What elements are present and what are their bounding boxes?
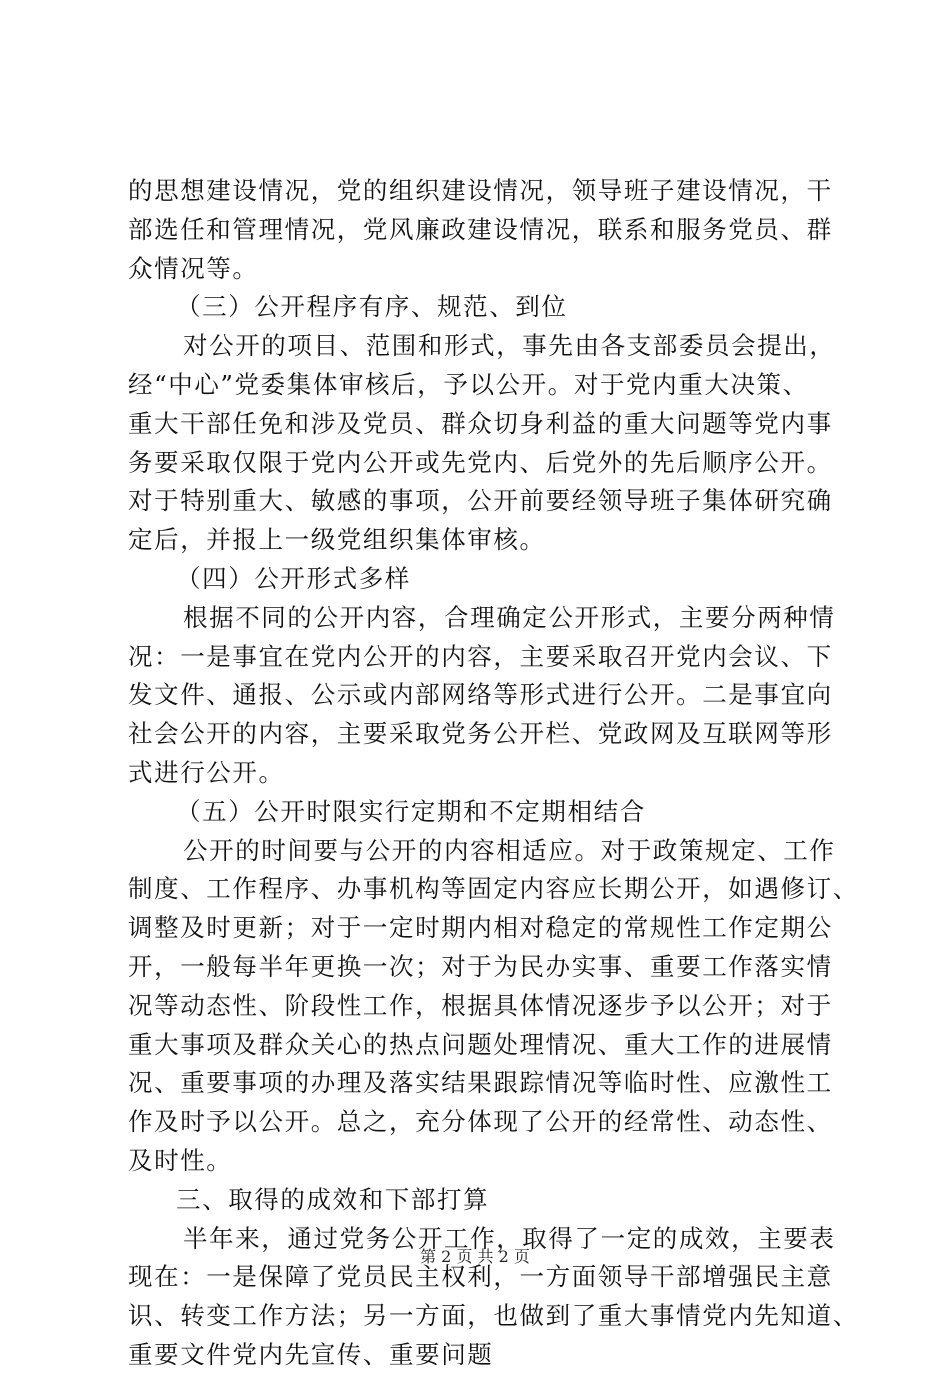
text-line: 定后，并报上一级党组织集体审核。 <box>128 525 546 555</box>
text-line: 式进行公开。 <box>128 757 285 787</box>
text-line: 况、重要事项的办理及落实结果跟踪情况等临时性、应激性工 <box>128 1068 833 1098</box>
text-line: 况：一是事宜在党内公开的内容，主要采取召开党内会议、下 <box>128 641 833 671</box>
text-line: 对公开的项目、范围和形式，事先由各支部委员会提出， <box>183 331 836 361</box>
text-line: 根据不同的公开内容，合理确定公开形式，主要分两种情 <box>183 602 836 632</box>
document-body <box>128 172 859 1375</box>
text-line: 发文件、通报、公示或内部网络等形式进行公开。二是事宜向 <box>128 680 833 710</box>
text-line: 务要采取仅限于党内公开或先党内、后党外的先后顺序公开。 <box>128 447 833 477</box>
text-line: 及时性。 <box>128 1145 233 1175</box>
text-line: 作及时予以公开。总之，充分体现了公开的经常性、动态性、 <box>128 1107 833 1137</box>
text-line: 对于特别重大、敏感的事项，公开前要经领导班子集体研究确 <box>128 486 833 516</box>
section-heading: （三）公开程序有序、规范、到位 <box>176 292 568 322</box>
text-line: 况等动态性、阶段性工作，根据具体情况逐步予以公开；对于 <box>128 990 833 1020</box>
text-line: 半年来，通过党务公开工作，取得了一定的成效，主要表 <box>183 1223 836 1253</box>
text-line: 开，一般每半年更换一次；对于为民办实事、重要工作落实情 <box>128 951 833 981</box>
text-line: 众情况等。 <box>128 253 259 283</box>
text-line: 制度、工作程序、办事机构等固定内容应长期公开，如遇修订、 <box>128 874 859 904</box>
section-heading: 三、取得的成效和下部打算 <box>176 1184 490 1214</box>
text-line: 识、转变工作方法；另一方面，也做到了重大事情党内先知道、 <box>128 1301 859 1331</box>
section-heading: （五）公开时限实行定期和不定期相结合 <box>176 796 646 826</box>
text-line: 现在：一是保障了党员民主权利，一方面领导干部增强民主意 <box>128 1262 833 1292</box>
text-line: 经“中心”党委集体审核后，予以公开。对于党内重大决策、 <box>128 369 809 399</box>
text-line: 社会公开的内容，主要采取党务公开栏、党政网及互联网等形 <box>128 719 833 749</box>
text-line: 重大事项及群众关心的热点问题处理情况、重大工作的进展情 <box>128 1029 833 1059</box>
section-heading: （四）公开形式多样 <box>176 563 411 593</box>
text-line: 公开的时间要与公开的内容相适应。对于政策规定、工作 <box>183 835 836 865</box>
text-line: 部选任和管理情况，党风廉政建设情况，联系和服务党员、群 <box>128 214 833 244</box>
text-line: 重大干部任免和涉及党员、群众切身利益的重大问题等党内事 <box>128 408 833 438</box>
text-line: 重要文件党内先宣传、重要问题 <box>128 1339 494 1369</box>
text-line: 的思想建设情况，党的组织建设情况，领导班子建设情况，干 <box>128 176 833 205</box>
text-line: 调整及时更新；对于一定时期内相对稳定的常规性工作定期公 <box>128 913 833 943</box>
page-footer: 第 2 页 共 2 页 <box>420 1247 530 1266</box>
